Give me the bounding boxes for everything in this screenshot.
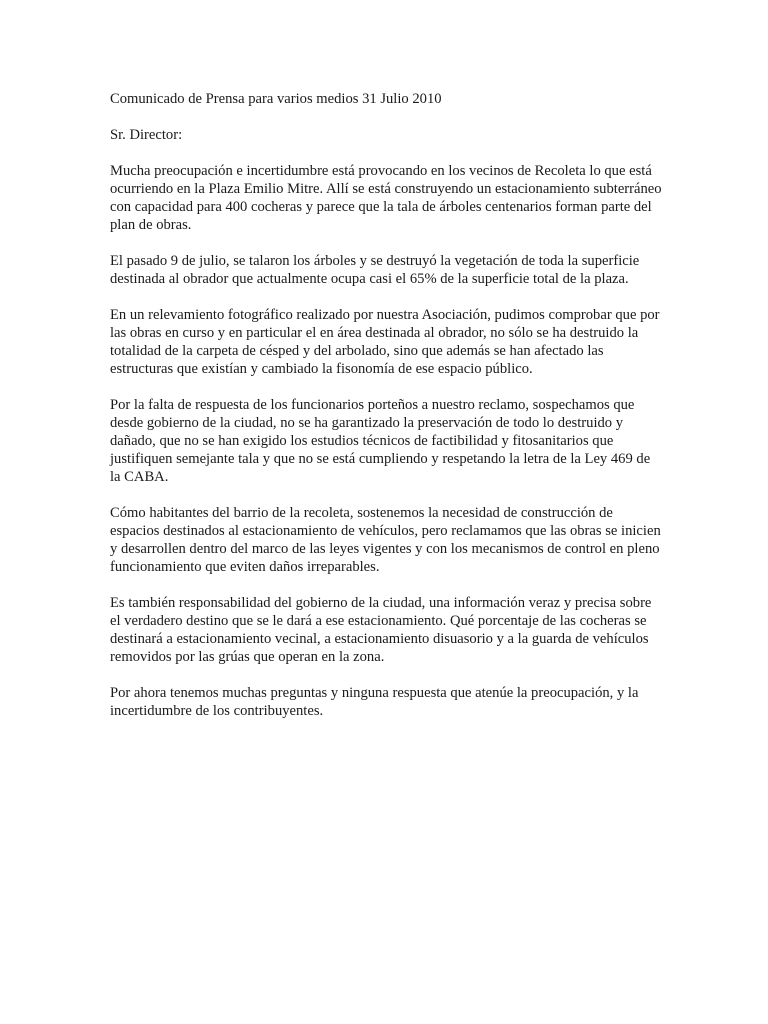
paragraph-2: El pasado 9 de julio, se talaron los árboles y se destruyó la vegetación de toda la superficie destinada al obrador que actualmente ocupa casi el 65% de la superficie total de la plaza. (110, 253, 640, 287)
paragraph-7: Por ahora tenemos muchas preguntas y ninguna respuesta que atenúe la preocupación, y la incertidumbre de los contribuyentes. (110, 685, 639, 719)
paragraph-6: Es también responsabilidad del gobierno de la ciudad, una información veraz y precisa sobre el verdadero destino que se le dará a ese estacionamiento. Qué porcentaje de las cocheras se destinará a estacionamiento vecinal, a estacionamiento disuasorio y a la guarda de vehículos removidos por las grúas que operan en la zona. (110, 595, 652, 665)
paragraph-1: Mucha preocupación e incertidumbre está provocando en los vecinos de Recoleta lo que está ocurriendo en la Plaza Emilio Mitre. Allí se está construyendo un estacionamiento subterráneo con capacidad para 400 cocheras y parece que la tala de árboles centenarios forman parte del plan de obras. (110, 163, 662, 233)
letter-body (110, 90, 662, 738)
press-release-heading: Comunicado de Prensa para varios medios 31 Julio 2010 (110, 91, 442, 107)
paragraph-4: Por la falta de respuesta de los funcionarios porteños a nuestro reclamo, sospechamos que desde gobierno de la ciudad, no se ha garantizado la preservación de todo lo destruido y dañado, que no se han exigido los estudios técnicos de factibilidad y fitosanitarios que justifiquen semejante tala y que no se está cumpliendo y respetando la letra de la Ley 469 de la CABA. (110, 397, 651, 485)
paragraph-3: En un relevamiento fotográfico realizado por nuestra Asociación, pudimos comprobar que por las obras en curso y en particular el en área destinada al obrador, no sólo se ha destruido la totalidad de la carpeta de césped y del arbolado, sino que además se han afectado las estructuras que existían y cambiado la fisonomía de ese espacio público. (110, 307, 660, 377)
salutation: Sr. Director: (110, 127, 183, 143)
paragraph-5: Cómo habitantes del barrio de la recoleta, sostenemos la necesidad de construcción de espacios destinados al estacionamiento de vehículos, pero reclamamos que las obras se inicien y desarrollen dentro del marco de las leyes vigentes y con los mecanismos de control en pleno funcionamiento que eviten daños irreparables. (110, 505, 661, 575)
